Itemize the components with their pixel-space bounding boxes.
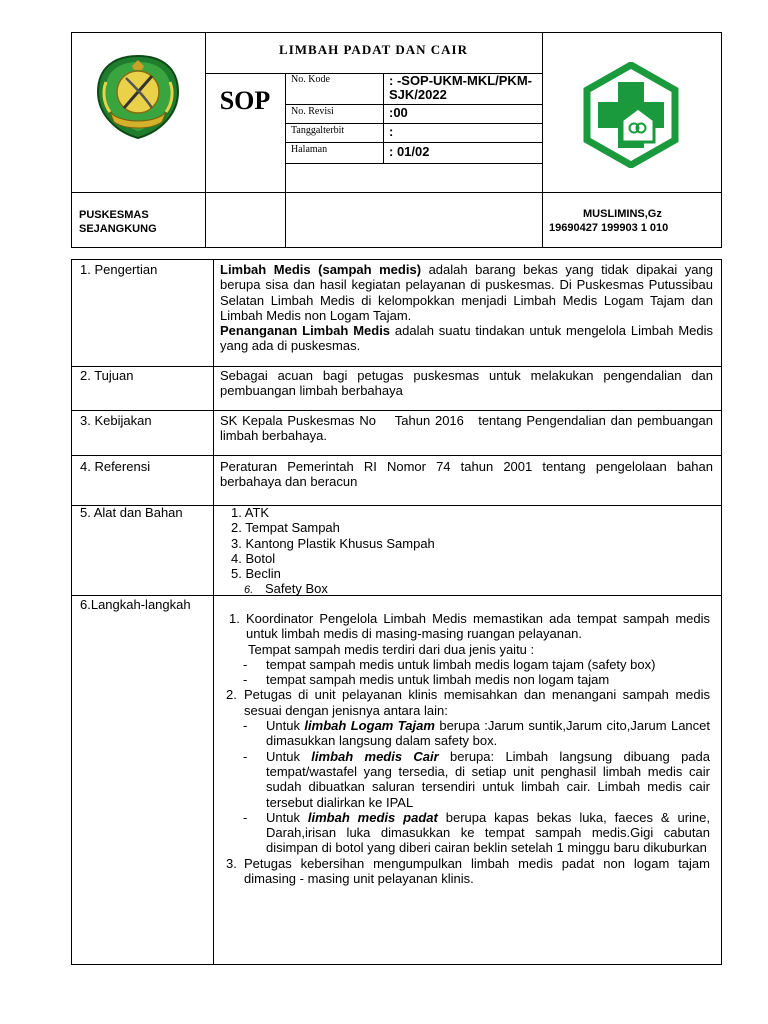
steps-block — [226, 611, 710, 886]
field-label-tanggal: Tanggalterbit — [291, 125, 345, 136]
list-item: - Untuk limbah Logam Tajam berupa :Jarum suntik,Jarum cito,Jarum Lancet dimasukkan langsung dalam safety box. — [243, 718, 710, 749]
list-item: 1. ATK — [231, 505, 270, 520]
section-text-referensi: Peraturan Pemerintah RI Nomor 74 tahun 2001 tentang pengelolaan bahan berbahaya dan beracun — [220, 459, 713, 490]
section-text-tujuan: Sebagai acuan bagi petugas puskesmas untuk melakukan pengendalian dan pembuangan limbah berbahaya — [220, 368, 713, 399]
section-text-pengertian — [220, 262, 713, 354]
regional-emblem-icon — [92, 52, 184, 142]
step-1: 1. Koordinator Pengelola Limbah Medis memastikan ada tempat sampah medis untuk limbah medis di masing-masing ruangan pelayanan. — [229, 611, 710, 642]
list-item: - Untuk limbah medis padat berupa kapas bekas luka, faeces & urine, Darah,irisan luka dimasukkan ke tempat sampah medis.Gigi cabutan disimpan di botol yang diberi cairan beklin setelah 1 minggu baru dikuburkan — [243, 809, 710, 856]
list-item: 6. Safety Box — [244, 581, 328, 597]
step-1-sub: Tempat sampah medis terdiri dari dua jenis yaitu : — [248, 641, 535, 657]
field-label-halaman: Halaman — [291, 144, 328, 155]
alat-list — [231, 505, 435, 599]
section-label-tujuan: 2. Tujuan — [80, 368, 134, 383]
section-label-referensi: 4. Referensi — [80, 459, 151, 474]
puskesmas-cross-logo-icon — [578, 62, 684, 168]
step-2: 2. Petugas di unit pelayanan klinis memisahkan dan menangani sampah medis sesuai dengan jenisnya antara lain: — [226, 687, 710, 718]
list-item: 4. Botol — [231, 550, 276, 566]
section-label-alat: 5. Alat dan Bahan — [80, 505, 183, 520]
term-penanganan: Penanganan Limbah Medis — [220, 323, 391, 339]
field-value-tanggal: : — [389, 124, 394, 139]
page-title: LIMBAH PADAT DAN CAIR — [279, 42, 468, 57]
term-limbah-medis: Limbah Medis (sampah medis) — [220, 262, 422, 277]
list-item: - tempat sampah medis untuk limbah medis non logam tajam — [243, 672, 610, 688]
list-item: 2. Tempat Sampah — [231, 520, 340, 536]
list-item: 3. Kantong Plastik Khusus Sampah — [231, 535, 435, 551]
field-value-kode: : -SOP-UKM-MKL/PKM-SJK/2022 — [389, 73, 532, 102]
section-label-langkah: 6.Langkah-langkah — [80, 597, 191, 612]
field-label-revisi: No. Revisi — [291, 106, 334, 117]
field-value-revisi: :00 — [389, 105, 408, 120]
signer-nip: 19690427 199903 1 010 — [549, 222, 669, 234]
list-item: - tempat sampah medis untuk limbah medis logam tajam (safety box) — [243, 656, 656, 672]
list-item: - Untuk limbah medis Cair berupa: Limbah langsung dibuang pada tempat/wastafel yang tersedia, di setiap unit penghasil limbah medis cair sudah dibuatkan saluran tersendiri untuk limbah cair. Limbah medis cair tersebut dialirkan ke IPAL — [243, 748, 711, 810]
section-label-pengertian: 1. Pengertian — [80, 262, 158, 277]
org-name — [79, 208, 157, 236]
signer-name: MUSLIMINS,Gz — [583, 208, 662, 220]
pengertian-text2: adalah suatu tindakan untuk mengelola Limbah Medis yang ada di puskesmas. — [220, 323, 714, 354]
field-label-kode: No. Kode — [291, 74, 330, 85]
section-text-kebijakan: SK Kepala Puskesmas No Tahun 2016 tentang Pengendalian dan pembuangan limbah berbahaya. — [220, 413, 717, 444]
list-item: 5. Beclin — [231, 566, 281, 582]
org-name-line2: SEJANGKUNG — [79, 223, 157, 235]
field-value-halaman: : 01/02 — [389, 144, 430, 159]
section-label-kebijakan: 3. Kebijakan — [80, 413, 152, 428]
step-3: 3. Petugas kebersihan mengumpulkan limbah medis padat non logam tajam dimasing - masing unit pelayanan klinis. — [226, 855, 710, 887]
pengertian-text1: adalah barang bekas yang tidak dipakai yang berupa sisa dan hasil kegiatan pelayanan di puskesmas. Di Puskesmas Putussibau Selatan Limbah Medis di kelompokkan menjadi Limbah Medis Logam Tajam dan Limbah Medis non Logam Tajam. — [220, 262, 713, 323]
org-name-line1: PUSKESMAS — [79, 209, 149, 221]
sop-label: SOP — [219, 86, 271, 115]
